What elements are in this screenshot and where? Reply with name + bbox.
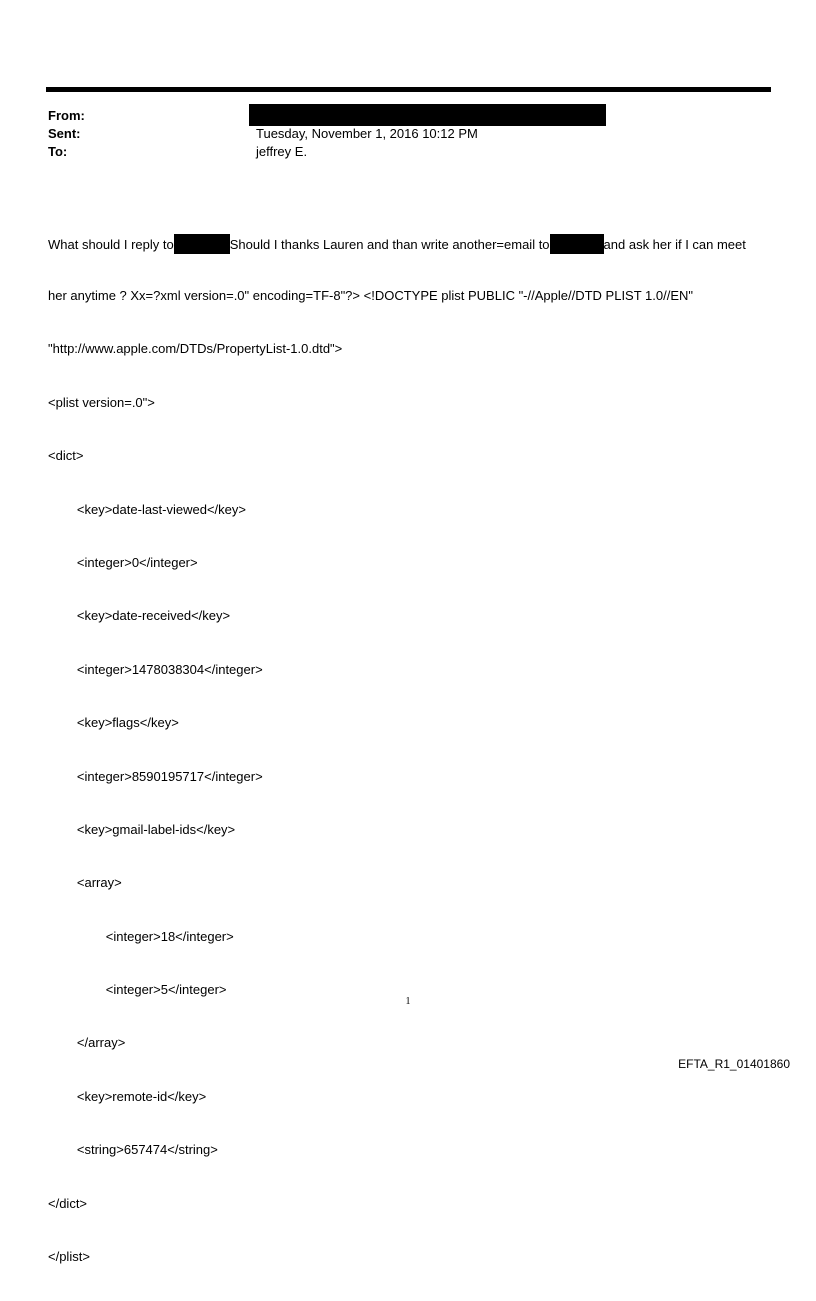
body-line: <integer>5</integer>	[48, 982, 227, 998]
body-line: <key>date-received</key>	[48, 608, 231, 624]
to-value: jeffrey E.	[256, 144, 308, 159]
body-line: <dict>	[48, 448, 84, 464]
email-body	[48, 198, 778, 1301]
redacted-sender	[249, 104, 606, 126]
body-line: <key>gmail-label-ids</key>	[48, 821, 236, 837]
body-line: </array>	[48, 1035, 126, 1051]
document-id: EFTA_R1_01401860	[678, 1057, 790, 1071]
redacted-name	[174, 234, 230, 254]
body-line: her anytime ? Xx=?xml version=.0" encoding=TF-8"?> <!DOCTYPE plist PUBLIC "-//Apple//DTD PLIST 1.0//EN"	[48, 287, 694, 303]
from-label: From:	[48, 108, 85, 123]
body-line: <integer>0</integer>	[48, 554, 198, 570]
body-line: <integer>8590195717</integer>	[48, 768, 263, 784]
body-line: <key>date-last-viewed</key>	[48, 501, 246, 517]
body-line: </dict>	[48, 1195, 88, 1211]
body-text-segment: What should I reply to	[48, 236, 174, 252]
body-line: "http://www.apple.com/DTDs/PropertyList-1.0.dtd">	[48, 341, 343, 357]
body-line: </plist>	[48, 1249, 90, 1265]
body-text-segment: and ask her if I can meet	[603, 236, 746, 252]
body-line-1	[48, 234, 778, 252]
body-line: <integer>18</integer>	[48, 928, 234, 944]
body-line: <string>657474</string>	[48, 1142, 218, 1158]
page-number: 1	[405, 996, 411, 1007]
body-line: <array>	[48, 875, 122, 891]
body-text-segment: Should I thanks Lauren and than write another=email to	[229, 236, 550, 252]
redacted-name	[550, 234, 604, 254]
to-label: To:	[48, 144, 68, 159]
body-line: <key>remote-id</key>	[48, 1088, 207, 1104]
body-line: <integer>1478038304</integer>	[48, 661, 263, 677]
body-line: <key>flags</key>	[48, 715, 179, 731]
sent-label: Sent:	[48, 126, 81, 141]
sent-value: Tuesday, November 1, 2016 10:12 PM	[256, 126, 478, 141]
body-line: <plist version=.0">	[48, 394, 155, 410]
header-rule	[46, 87, 771, 92]
